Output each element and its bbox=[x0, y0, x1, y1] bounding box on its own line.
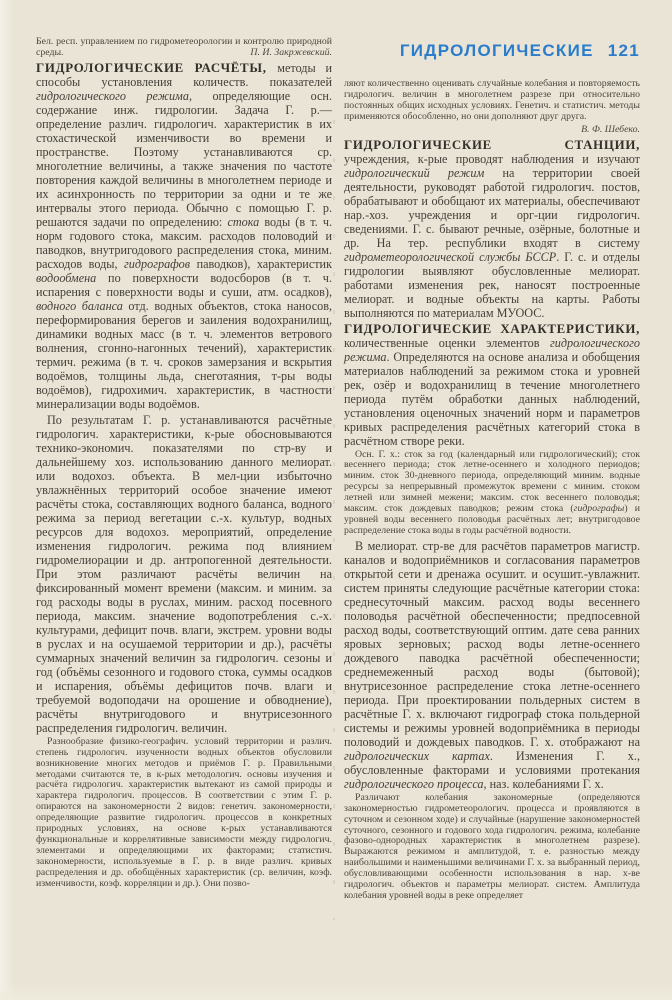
small-print-paragraph bbox=[344, 450, 640, 537]
article-gidrologicheskie-harakteristiki bbox=[344, 322, 640, 448]
text-segment: методы и способы установления количеств. показателей bbox=[36, 60, 332, 89]
text-segment: Разнообразие физико-географич. условий территории и различ. степень гидрологич. изученности водных объектов обусловили возникновение многих методов и приёмов Г. р. Правильными методами считаются те, в к-рых методологич. основы изучения и расчёта гидрологич. характеристик вытекают из самой природы и характера гидрологич. процессов. В соответствии с этим Г. р. опираются на закономерности 2 видов: генетич. закономерности, определяющие развитие гидрологич. процессов в конкретных природных условиях, на основе к-рых устанавливаются функциональные и коррелятивные зависимости между гидрологич. элементами и определяющими их факторами; статистич. закономерности, используемые в Г. р. в виде различ. кривых распределения и др. обобщённых характеристик (ср. величин, коэф. изменчивости, коэф. корреляции и др.). Они позво- bbox=[36, 735, 332, 889]
author-signature bbox=[344, 125, 640, 136]
text-segment: гидрологического режима bbox=[344, 335, 640, 364]
text-segment: гидрографы bbox=[573, 503, 625, 515]
article-gidrologicheskie-stancii bbox=[344, 138, 640, 320]
text-segment: Различают колебания закономерные (определяются закономерностью гидрометеорологич. процесса и проявляются в суточном и сезонном ходе) и случайные (нарушение закономерностей суточного, сезонного и годового хода гидрологич. режима, колебание фазово-однородных характеристик в многолетнем разрезе). Выражаются режимом и амплитудой, т. е. разностью между наибольшими и наименьшими величинами Г. х. за выбранный период, обусловливающими особенности использования в нар. х-ве гидрологич. объектов и параметры мелиорат. систем. Амплитуда колебания уровней воды в реке определяет bbox=[344, 791, 640, 901]
text-segment: гидрологических картах bbox=[344, 748, 490, 763]
page-edge-shading bbox=[0, 0, 14, 1000]
scan-gutter-artifacts bbox=[333, 120, 335, 920]
text-segment: Осн. Г. х.: сток за год (календарный или гидрологический); сток весеннего периода; сток летне-осеннего и холодного периодов; миним. сток 30-дневного периода, определяющий миним. водные ресурсы за непрерывный промежуток времени с миним. стоком летней или зимней межени; максим. сток весеннего половодья; максим. сток дождевых паводков; режим стока ( bbox=[344, 448, 640, 515]
text-segment: учреждения, к-рые проводят наблюдения и изучают bbox=[344, 151, 640, 166]
article-title: ГИДРОЛОГИЧЕСКИЕ РАСЧЁТЫ, bbox=[36, 60, 278, 75]
text-segment: П. И. Закржевский. bbox=[250, 46, 332, 58]
paragraph bbox=[36, 413, 332, 735]
article-title: ГИДРОЛОГИЧЕСКИЕ СТАНЦИИ, bbox=[344, 137, 640, 152]
text-segment: по поверхности водосборов (в т. ч. испарения с поверхности воды и суши, атм. осадков), bbox=[36, 270, 332, 299]
text-segment: гидрологического режима bbox=[36, 88, 189, 103]
page-bottom-shading bbox=[0, 982, 672, 1000]
text-segment: , определяющие осн. содержание инж. гидрологии. Задача Г. р.— определение различ. гидрологич. характеристик в их стохастической изменчивости во времени и пространстве. Поэтому устанавливаются ср. многолетние величины, а также значения по частоте повторения каждой величины в многолетнем периоде и их асинхронность по территории за одни и те же интервалы этого периода. Обычно с помощью Г. р. решаются задачи по определению: bbox=[36, 88, 332, 229]
text-segment: По результатам Г. р. устанавливаются расчётные гидрологич. характеристики, к-рые обосновываются технико-экономич. показателями по стр-ву и дальнейшему хоз. использованию данного мелиорат. или водохоз. объекта. В мел-ции избыточно увлажнённых территорий особое значение имеют расчёты стока, составляющих водного баланса, водного режима за период вегетации с.-х. культур, водных ресурсов для водохоз. мероприятий, определение изменения гидрологич. режима под влиянием гидромелиорации и др. антропогенной деятельности. При этом различают расчёты величин на фиксированный момент времени (максим. и миним. за год расходы воды в руслах, миним. расход посевного периода, максим. значение водопотребления с.-х. культурами, дефицит почв. влаги, экстрем. уровни воды в руслах и на осушаемой территории и др.), расчёты суммарных значений величин за гидрологич. сезоны и год (объёмы сезонного и годового стока, суммы осадков и испарения, объёмы дефицитов почв. влаги и требуемой водоподачи на орошение и обводнение), расчёты внутригодового и внутрисезонного распределения гидрологич. величин. bbox=[36, 412, 332, 735]
article-gidrologicheskie-raschety bbox=[36, 61, 332, 411]
column-left bbox=[36, 37, 332, 892]
text-segment: . Изменения Г. х., обусловленные факторами и условиями протекания bbox=[344, 748, 640, 777]
text-segment: В мелиорат. стр-ве для расчётов параметров магистр. каналов и водоприёмников и согласования параметров открытой сети и дренажа осушит. и осушит.-увлажнит. систем приняты следующие расчётные категории стока: среднесуточный максим. расход воды весеннего половодья расчётной обеспеченности; предпосевной расход воды, соответствующий оптим. дате сева ранних яровых зерновых; расход воды летне-осеннего дождевого паводка расчётной обеспеченности; среднемеженный расход воды (бытовой); внутрисезонное распределение стока летне-осеннего периода. При проектировании польдерных систем в расчётные Г. х. включают гидрограф стока польдерной системы и режимы уровней водоприёмника в периоды половодий и дождевых паводков. Г. х. отображают на bbox=[344, 538, 640, 749]
text-segment: ) и уровней воды весеннего половодья расчётных лет; внутригодовое распределение стока воды в годы расчётной водности. bbox=[344, 503, 640, 536]
article-title: ГИДРОЛОГИЧЕСКИЕ ХАРАКТЕРИСТИКИ, bbox=[344, 321, 640, 336]
running-head bbox=[344, 41, 640, 61]
page-number: 121 bbox=[607, 41, 640, 60]
text-segment: отд. водных объектов, стока наносов, переформирования берегов и заиления водохранилищ, динамики водных масс (в т. ч. элементов ветрового волнения, сгонно-нагонных течений), характеристик термич. режима (в т. ч. сроков замерзания и вскрытия водоёмов, толщины льда, снеготаяния, т-ры воды водоёмов), гидрохимич. характеристик, в частности минерализации воды водоёмов. bbox=[36, 298, 333, 411]
text-segment: ляют количественно оценивать случайные колебания и повторяемость гидрологич. величин в многолетнем разрезе при относительно постоянных общих исходных условиях. Генетич. и статистич. методы применяются обособленно, но они дополняют друг друга. bbox=[344, 78, 640, 122]
text-segment: водного баланса bbox=[36, 298, 123, 313]
text-segment: Бел. респ. управлением по гидрометеорологии и контролю природной среды. bbox=[36, 36, 332, 58]
text-segment: гидрографов bbox=[124, 256, 191, 271]
text-segment: гидрометеорологической службы БССР bbox=[344, 249, 557, 264]
text-segment: гидрологический режим bbox=[344, 165, 485, 180]
text-segment: . Определяются на основе анализа и обобщения материалов наблюдений за режимом стока и уровней рек, озёр и водохранилищ в течение многолетнего периода путём обработки данных наблюдений, установления оценочных значений норм и параметров кривых распределения расчётных категорий стока в расчётном створе реки. bbox=[344, 349, 640, 448]
text-segment: , наз. колебаниями Г. х. bbox=[483, 776, 604, 791]
paragraph bbox=[344, 539, 640, 791]
text-segment: воды (в т. ч. норм годового стока, максим. расходов половодий и паводков, внутригодового распределения стока, миним. расходов воды, bbox=[36, 214, 332, 271]
text-segment: гидрологического процесса bbox=[344, 776, 484, 791]
small-print-paragraph bbox=[344, 793, 640, 902]
text-segment: на территории своей деятельности, руководят работой гидрологич. постов, обрабатывают и обобщают их материалы, обеспечивают нар.-хоз. учреждения и орг-ции гидрологич. сведениями. Г. с. бывают речные, озёрные, болотные и др. На тер. республики входят в систему bbox=[344, 165, 640, 250]
byline-continuation bbox=[36, 37, 332, 59]
small-print-paragraph bbox=[36, 737, 332, 890]
column-right bbox=[344, 79, 640, 904]
text-segment: . Г. с. и отделы гидрологии выявляют обусловленные мелиорат. работами изменения рек, наносят построенные мелиорат. и водные объекты на карты. Работы выполняются по материалам МУООС. bbox=[344, 249, 640, 320]
running-title: ГИДРОЛОГИЧЕСКИЕ bbox=[399, 41, 594, 60]
small-print-continuation bbox=[344, 79, 640, 123]
text-segment: В. Ф. Шебеко. bbox=[581, 123, 640, 135]
text-segment: количественные оценки элементов bbox=[344, 335, 551, 350]
text-segment: водообмена bbox=[36, 270, 97, 285]
text-segment: паводков), характеристик bbox=[190, 256, 332, 271]
text-segment: стока bbox=[227, 214, 260, 229]
